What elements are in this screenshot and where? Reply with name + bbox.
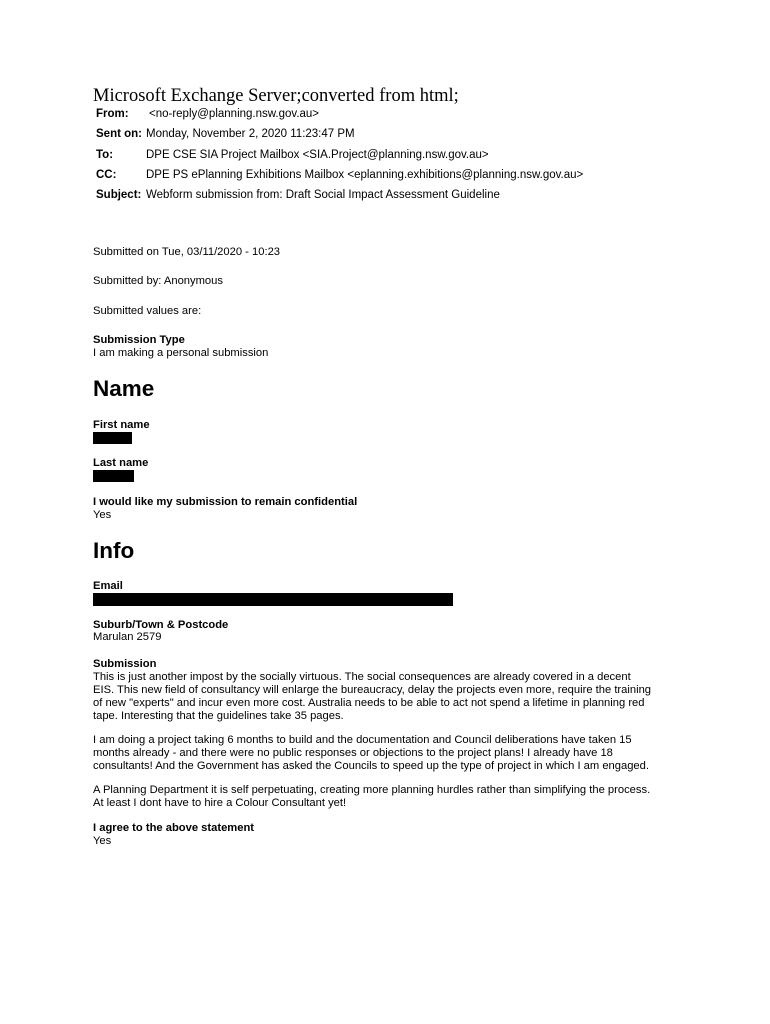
submission-paragraph xyxy=(93,784,693,810)
header-subject-row xyxy=(96,189,500,201)
info-section-heading: Info xyxy=(93,538,135,563)
cc-value: DPE PS ePlanning Exhibitions Mailbox <eplanning.exhibitions@planning.nsw.gov.au> xyxy=(146,169,584,181)
header-cc-row xyxy=(96,169,584,181)
email-redaction xyxy=(93,593,453,606)
from-value: <no-reply@planning.nsw.gov.au> xyxy=(149,108,320,120)
to-value: DPE CSE SIA Project Mailbox <SIA.Project@planning.nsw.gov.au> xyxy=(146,149,489,161)
confidential-value: Yes xyxy=(93,509,112,521)
submitted-on: Submitted on Tue, 03/11/2020 - 10:23 xyxy=(93,246,281,258)
submission-label: Submission xyxy=(93,658,157,670)
document-title: Microsoft Exchange Server;converted from html; xyxy=(93,86,459,106)
paragraph-line: A Planning Department it is self perpetuating, creating more planning hurdles rather than simplifying the process. xyxy=(93,784,651,796)
submission-paragraph xyxy=(93,734,693,773)
paragraph-line: I am doing a project taking 6 months to build and the documentation and Council deliberations have taken 15 xyxy=(93,734,632,746)
paragraph-line: tape. Interesting that the guidelines take 35 pages. xyxy=(93,709,344,722)
header-to-row xyxy=(96,149,489,161)
to-label: To: xyxy=(96,149,114,161)
submitted-values-intro: Submitted values are: xyxy=(93,305,202,317)
first-name-redaction xyxy=(93,432,132,444)
suburb-label: Suburb/Town & Postcode xyxy=(93,619,229,631)
sent-value: Monday, November 2, 2020 11:23:47 PM xyxy=(146,128,355,140)
paragraph-line: EIS. This new field of consultancy will enlarge the bureaucracy, delay the projects even more, require the training xyxy=(93,683,652,696)
agree-value: Yes xyxy=(93,835,112,847)
sent-label: Sent on: xyxy=(96,128,142,140)
paragraph-line: At least I dont have to hire a Colour Consultant yet! xyxy=(93,796,347,809)
last-name-label: Last name xyxy=(93,457,149,469)
first-name-label: First name xyxy=(93,419,150,431)
confidential-label: I would like my submission to remain confidential xyxy=(93,496,358,508)
last-name-redaction xyxy=(93,470,134,482)
submission-type-label: Submission Type xyxy=(93,334,185,346)
email-label: Email xyxy=(93,580,123,592)
paragraph-line: months already - and there were no public responses or objections to the project plans! I already have 18 xyxy=(93,746,613,759)
paragraph-line: of new "experts" and incur even more cost. Australia needs to be able to act not spend a lifetime in planning red xyxy=(93,696,645,709)
submission-paragraph xyxy=(93,671,693,723)
paragraph-line: This is just another impost by the socially virtuous. The social consequences are already covered in a decent xyxy=(93,671,631,683)
subject-value: Webform submission from: Draft Social Impact Assessment Guideline xyxy=(146,189,500,201)
header-sent-row xyxy=(96,128,355,140)
header-from-row xyxy=(96,108,320,120)
cc-label: CC: xyxy=(96,169,117,181)
from-label: From: xyxy=(96,108,129,120)
agree-label: I agree to the above statement xyxy=(93,822,255,834)
suburb-value: Marulan 2579 xyxy=(93,631,162,643)
subject-label: Subject: xyxy=(96,189,142,201)
submitted-by: Submitted by: Anonymous xyxy=(93,275,223,287)
paragraph-line: consultants! And the Government has asked the Councils to speed up the type of project in which I am engaged. xyxy=(93,759,649,772)
submission-type-value: I am making a personal submission xyxy=(93,347,269,359)
name-section-heading: Name xyxy=(93,376,155,401)
